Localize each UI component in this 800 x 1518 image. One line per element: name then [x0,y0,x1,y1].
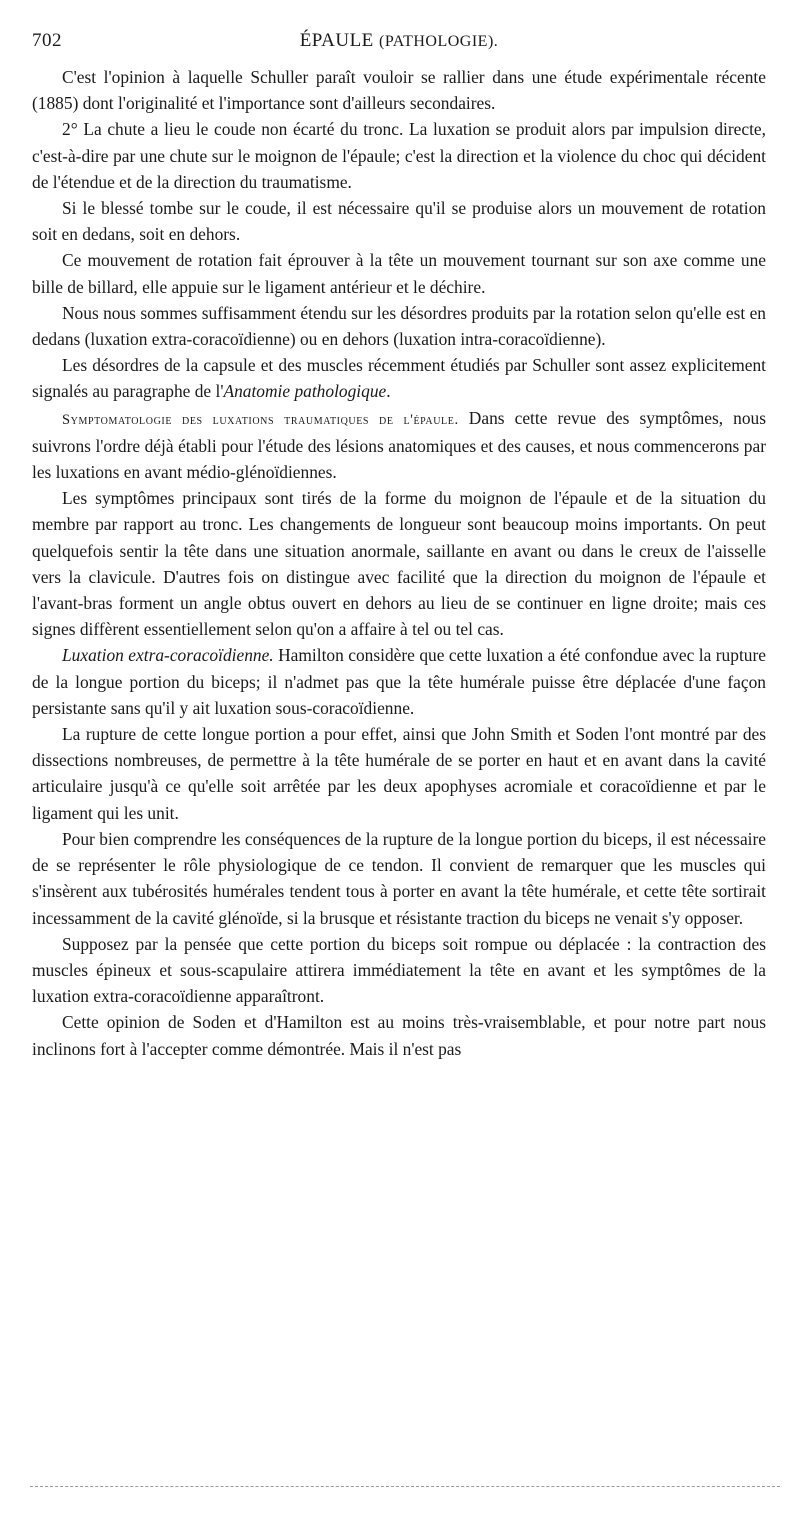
paragraph: Supposez par la pensée que cette portion du biceps soit rompue ou déplacée : la contraction des muscles épineux et sous-scapulaire attirera immédiatement la tête en avant et les symptômes de la luxation extra-coracoïdienne apparaîtront. [32,933,766,1007]
italic-reference: Anatomie pathologique [223,381,387,402]
paragraph-text: Hamilton considère que cette luxation a été confondue avec la rupture de la longue portion du biceps; il n'admet pas que la tête humérale puisse être déplacée d'une façon persistante sans qu'il y ait luxation sous-coracoïdienne. [32,645,766,718]
running-head-title: ÉPAULE [299,30,374,51]
paragraph: Si le blessé tombe sur le coude, il est nécessaire qu'il se produise alors un mouvement de rotation soit en dedans, soit en dehors. [32,198,766,245]
paragraph: Pour bien comprendre les conséquences de la rupture de la longue portion du biceps, il est nécessaire de se représenter le rôle physiologique de ce tendon. Il convient de remarquer que les muscles qui s'insèrent aux tubérosités humérales tendent tous à porter en avant la tête humérale, et cette tête sortirait incessamment de la cavité glénoïde, si la brusque et résistante traction du biceps ne venait s'y opposer. [32,828,766,928]
running-head-subtitle: (PATHOLOGIE). [379,33,499,50]
paragraph [32,405,766,486]
paragraph-text: Dans cette revue des symptômes, nous suivrons l'ordre déjà établi pour l'étude des lésions anatomiques et des causes, et nous commencerons par les luxations en avant médio-glénoïdiennes. [32,407,766,483]
paragraph: 2° La chute a lieu le coude non écarté du tronc. La luxation se produit alors par impulsion directe, c'est-à-dire par une chute sur le moignon de l'épaule; c'est la direction et la violence du choc qui décident de l'étendue et de la direction du traumatisme. [32,119,766,192]
paragraph: La rupture de cette longue portion a pour effet, ainsi que John Smith et Soden l'ont montré par des dissections nombreuses, de permettre à la tête humérale de se porter en haut et en avant dans la cavité articulaire jusqu'à ce qu'elle soit arrêtée par les deux apophyses acromiale et coracoïdienne et par le ligament qui les unit. [32,724,766,823]
page-header [32,30,766,64]
paragraph: Cette opinion de Soden et d'Hamilton est au moins très-vraisemblable, et pour notre part nous inclinons fort à l'accepter comme démontrée. Mais il n'est pas [32,1012,766,1059]
page-number: 702 [32,30,62,51]
document-page [32,30,766,1490]
running-head [32,30,766,52]
paragraph: Ce mouvement de rotation fait éprouver à la tête un mouvement tournant sur son axe comme une bille de billard, elle appuie sur le ligament antérieur et le déchire. [32,250,766,297]
paragraph [32,642,766,721]
section-title: Symptomatologie des luxations traumatiques de l'épaule. [62,411,459,428]
paragraph-text: Les désordres de la capsule et des muscles récemment étudiés par Schuller sont assez explicitement signalés au paragraphe de l' [32,355,766,402]
paragraph: Nous nous sommes suffisamment étendu sur les désordres produits par la rotation selon qu'elle est en dedans (luxation extra-coracoïdienne) ou en dehors (luxation intra-coracoïdienne). [32,302,766,350]
paragraph-end: . [386,381,391,402]
body-text [32,64,766,1062]
paragraph: Les symptômes principaux sont tirés de la forme du moignon de l'épaule et de la situation du membre par rapport au tronc. Les changements de longueur sont beaucoup moins importants. On peut quelquefois sentir la tête dans une situation anormale, saillante en avant ou dans le creux de l'aisselle vers la clavicule. D'autres fois on distingue avec facilité que la direction du moignon de l'épaule et l'avant-bras forment un angle obtus ouvert en dehors au lieu de se continuer en ligne droite; mais ces signes diffèrent essentiellement selon qu'on a affaire à tel ou tel cas. [32,488,766,640]
paragraph [32,352,766,404]
footer-rule [30,1486,780,1487]
paragraph: C'est l'opinion à laquelle Schuller paraît vouloir se rallier dans une étude expérimentale récente (1885) dont l'originalité et l'importance sont d'ailleurs secondaires. [32,67,766,114]
subsection-title: Luxation extra-coracoïdienne. [62,645,274,666]
